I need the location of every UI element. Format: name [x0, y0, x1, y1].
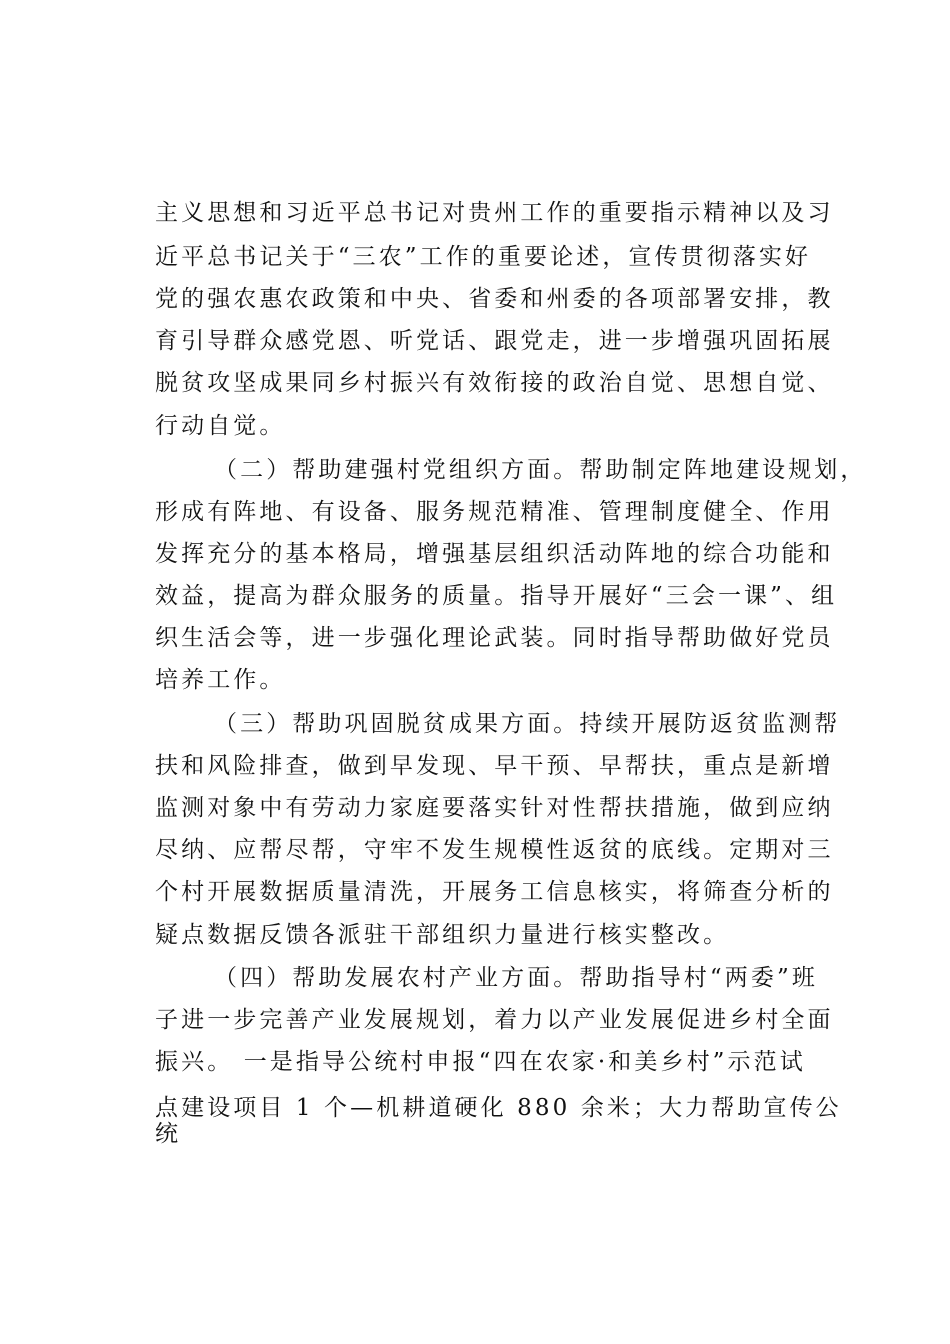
- section-heading-line: （四）帮助发展农村产业方面。帮助指导村“两委”班: [214, 965, 818, 991]
- paragraph-line: 点建设项目 1 个—机耕道硬化 880 余米；大力帮助宣传公: [155, 1095, 842, 1121]
- paragraph-line: 疑点数据反馈各派驻干部组织力量进行核实整改。: [155, 922, 730, 948]
- paragraph-line: 个村开展数据质量清洗，开展务工信息核实，将筛查分析的: [155, 879, 834, 905]
- paragraph-line: 脱贫攻坚成果同乡村振兴有效衔接的政治自觉、思想自觉、: [155, 370, 834, 396]
- paragraph-line: 子进一步完善产业发展规划，着力以产业发展促进乡村全面: [155, 1007, 834, 1033]
- paragraph-line: 育引导群众感党恩、听党话、跟党走，进一步增强巩固拓展: [155, 328, 834, 354]
- paragraph-line: 振兴。 一是指导公统村申报“四在农家·和美乡村”示范试: [155, 1049, 806, 1075]
- paragraph-line: 培养工作。: [155, 667, 286, 693]
- paragraph-line: 效益，提高为群众服务的质量。指导开展好“三会一课”、组: [155, 583, 838, 609]
- section-heading-line: （三）帮助巩固脱贫成果方面。持续开展防返贫监测帮: [214, 711, 841, 737]
- paragraph-line: 统: [155, 1121, 182, 1147]
- paragraph-line: 主义思想和习近平总书记对贵州工作的重要指示精神以及习: [155, 200, 834, 226]
- paragraph-line: 行动自觉。: [155, 413, 286, 439]
- paragraph-line: 形成有阵地、有设备、服务规范精准、管理制度健全、作用: [155, 499, 834, 525]
- paragraph-line: 扶和风险排查，做到早发现、早干预、早帮扶，重点是新增: [155, 753, 834, 779]
- paragraph-line: 发挥充分的基本格局，增强基层组织活动阵地的综合功能和: [155, 541, 834, 567]
- paragraph-line: 党的强农惠农政策和中央、省委和州委的各项部署安排，教: [155, 286, 834, 312]
- paragraph-line: 尽纳、应帮尽帮，守牢不发生规模性返贫的底线。定期对三: [155, 837, 834, 863]
- paragraph-line: 近平总书记关于“三农”工作的重要论述，宣传贯彻落实好: [155, 244, 812, 270]
- paragraph-line: 监测对象中有劳动力家庭要落实针对性帮扶措施，做到应纳: [155, 795, 834, 821]
- section-heading-line: （二）帮助建强村党组织方面。帮助制定阵地建设规划，: [214, 457, 867, 483]
- paragraph-line: 织生活会等，进一步强化理论武装。同时指导帮助做好党员: [155, 625, 834, 651]
